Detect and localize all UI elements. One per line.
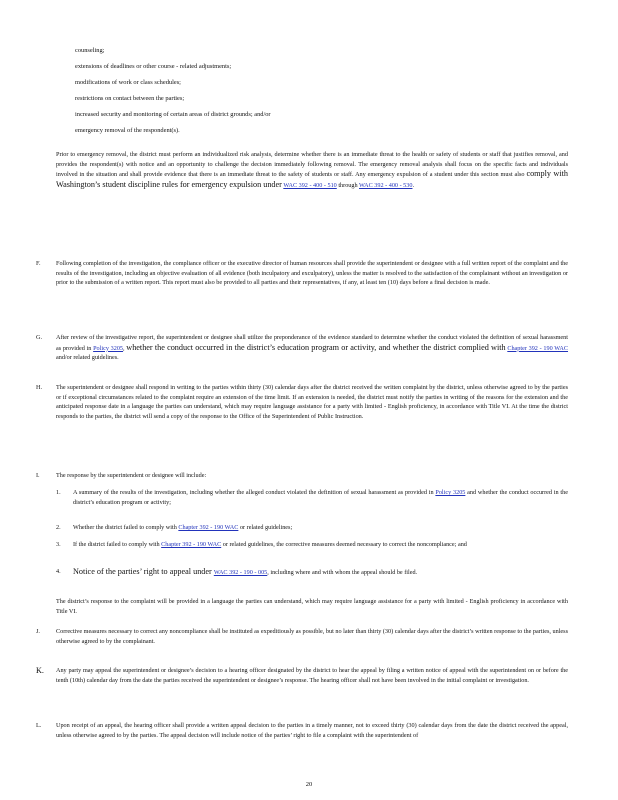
chapter-link[interactable]: Chapter 392 - 190 WAC (178, 524, 239, 531)
policy-link[interactable]: Policy 3205 (435, 489, 466, 496)
section-letter: L. (36, 722, 42, 729)
policy-link[interactable]: Policy 3205 (93, 344, 124, 352)
item-text-part: Whether the district failed to comply with (73, 524, 179, 531)
item-number: 3. (56, 541, 61, 548)
item-text-part: and whether the conduct occurred in the district’s education program or activity; (73, 489, 568, 506)
section-text: The response by the superintendent or designee will include: (56, 472, 207, 479)
checkbox-bullet-icon (58, 60, 66, 74)
item-text-large: Notice of the parties’ right to appeal under (73, 567, 214, 576)
wac-link[interactable]: WAC 392 - 400 - 510 (283, 181, 337, 189)
section-letter: I. (36, 472, 40, 479)
page-number: 20 (305, 781, 313, 788)
item-text-part: If the district failed to comply with (73, 541, 162, 548)
item-text-part: or related guidelines; (238, 524, 293, 531)
item-number: 2. (56, 524, 61, 531)
bullet-text: increased security and monitoring of certain areas of district grounds; and/or (75, 111, 271, 118)
checkbox-bullet-icon (58, 108, 66, 122)
chapter-link[interactable]: Chapter 392 - 190 WAC (507, 344, 569, 352)
bullet-text: extensions of deadlines or other course - related adjustments; (75, 63, 232, 70)
section-text-part: After review of the investigative report, the superintendent or designee shall utilize the preponderance of the evidence standard to determine whether the conduct violated the definition of sexual harassment as provided in (56, 334, 568, 352)
bullet-text: restrictions on contact between the parties; (75, 95, 185, 102)
item-text (73, 540, 568, 550)
emergency-removal-paragraph (56, 150, 568, 190)
section-text-part: , (123, 344, 125, 352)
item-text (73, 523, 568, 533)
item-text-part: , including where and with whom the appeal should be filed. (267, 569, 418, 576)
checkbox-bullet-icon (58, 92, 66, 106)
item-text-part: or related guidelines, the corrective measures deemed necessary to correct the noncompliance; and (221, 541, 467, 548)
paragraph-text: through (336, 181, 360, 189)
section-text (56, 333, 568, 363)
section-text: The superintendent or designee shall respond in writing to the parties within thirty (30) calendar days after the district received the written complaint by the district, unless otherwise agreed to by the parties or if exceptional circumstances related to the complaint require an extension of the time limit. If an extension is needed, the district must notify the parties in writing of the reasons for the extension and the anticipated response date in a language the parties can understand, which may require language assistance for a party with limited - English proficiency, in accordance with Title VI. At the time the district responds to the parties, the district will send a copy of the response to the Office of the Superintendent of Public Instruction. (56, 384, 568, 420)
section-text: Upon receipt of an appeal, the hearing officer shall provide a written appeal decision to the parties in a timely manner, not to exceed thirty (30) calendar days from the date the district received the appeal, unless otherwise agreed to by the parties. The appeal decision will include notice of the parties’ right to file a complaint with the superintendent of (56, 722, 568, 739)
wac-link[interactable]: WAC 392 - 190 - 005 (213, 569, 268, 576)
chapter-link[interactable]: Chapter 392 - 190 WAC (161, 541, 222, 548)
section-text-large: whether the conduct occurred in the district’s education program or activity, and whether the district complied with (126, 342, 506, 352)
item-text (73, 567, 568, 578)
item-text-part: A summary of the results of the investigation, including whether the alleged conduct violated the definition of sexual harassment as provided in (73, 489, 436, 496)
paragraph-text-large: comply with Washington’s student discipline rules for emergency expulsion under (56, 169, 568, 189)
checkbox-bullet-icon (58, 124, 66, 138)
section-letter: G. (36, 334, 43, 341)
section-text-part: and/or related guidelines. (56, 354, 119, 362)
wac-link[interactable]: WAC 392 - 400 - 530 (359, 181, 413, 189)
checkbox-bullet-icon (58, 76, 66, 90)
section-text: Following completion of the investigation, the compliance officer or the executive director of human resources shall provide the superintendent or designee with a full written report of the complaint and the results of the investigation, including an objective evaluation of all evidence (both inculpatory and exculpatory), unless the matter is resolved to the satisfaction of the complainant without an investigation or prior to the submission of a written report. This report must also be provided to all parties and their representatives, if any, at least ten (10) days before a final decision is made. (56, 260, 568, 287)
response-language-paragraph: The district’s response to the complaint will be provided in a language the parties can understand, which may require language assistance for a party with limited - English proficiency in accordance with Title VI. (56, 598, 568, 615)
item-text (73, 488, 568, 507)
bullet-text: counseling; (75, 47, 105, 54)
section-text: Any party may appeal the superintendent or designee’s decision to a hearing officer designated by the district to hear the appeal by filing a written notice of appeal with the superintendent on or before the tenth (10th) calendar day from the date the parties received the superintendent or designee’s response. The hearing officer shall not have been involved in the initial complaint or investigation. (56, 667, 568, 684)
bullet-text: emergency removal of the respondent(s). (75, 127, 180, 134)
paragraph-text: . (412, 181, 415, 189)
item-number: 1. (56, 489, 61, 496)
section-text: Corrective measures necessary to correct any noncompliance shall be instituted as expeditiously as possible, but no later than thirty (30) calendar days after the district’s written response to the parties, unless otherwise agreed to by the complainant. (56, 628, 568, 645)
section-letter: K. (36, 666, 44, 675)
section-letter: F. (36, 260, 41, 267)
checkbox-bullet-icon (58, 44, 66, 58)
section-letter: J. (36, 628, 40, 635)
paragraph-text: Prior to emergency removal, the district must perform an individualized risk analysis, determine whether there is an immediate threat to the health or safety of students or staff that justifies removal, and provides the respondent(s) with notice and an opportunity to challenge the decision immediately following removal. The emergency removal analysis shall focus on the specific facts and individuals involved in the situation and shall provide evidence that there is an immediate threat to the safety of students or staff. Any emergency expulsion of a student under this section must also (56, 151, 568, 179)
section-letter: H. (36, 384, 43, 391)
item-number: 4. (56, 568, 61, 575)
bullet-text: modifications of work or class schedules; (75, 79, 181, 86)
